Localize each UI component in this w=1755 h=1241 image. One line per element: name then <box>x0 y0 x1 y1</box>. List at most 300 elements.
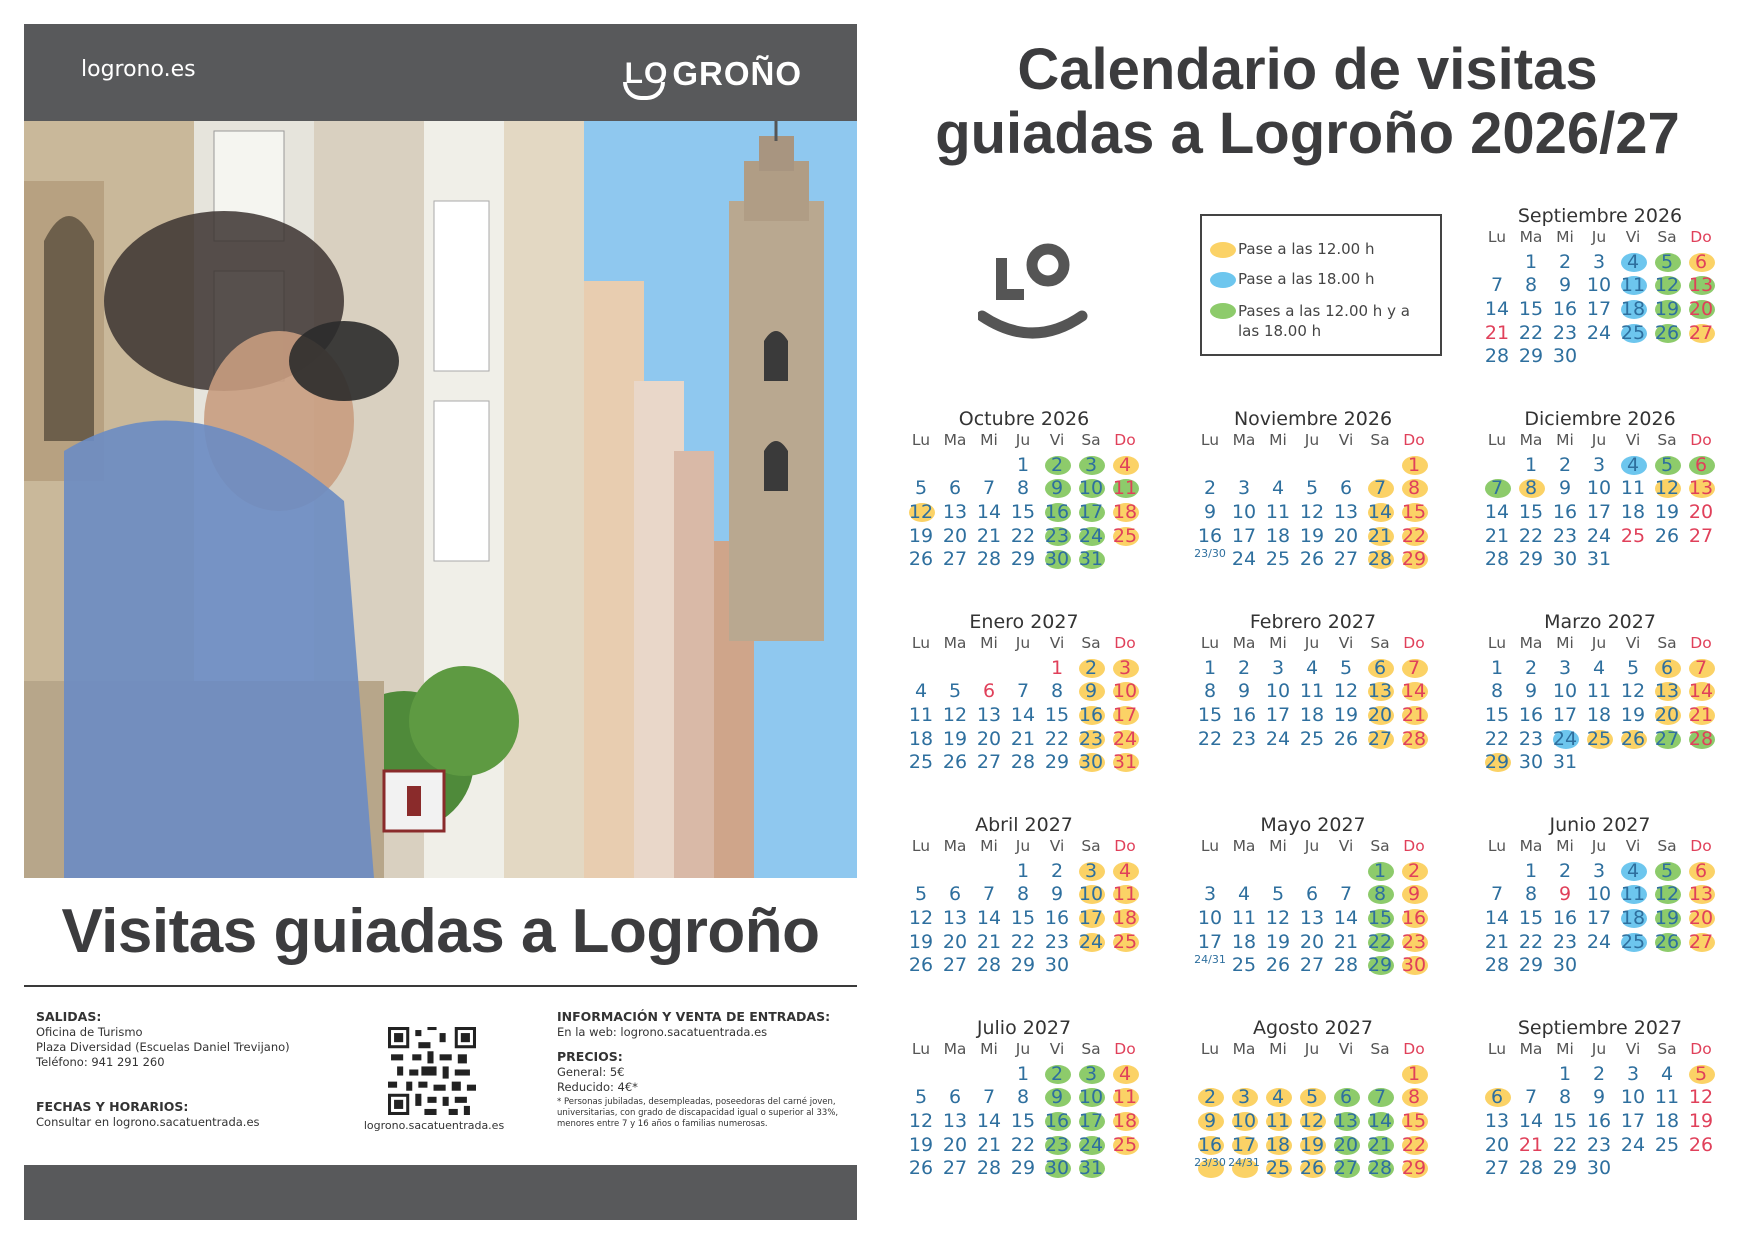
day-cell: 10 <box>1197 907 1223 930</box>
day-cell: 4 <box>1660 1062 1674 1085</box>
day-cell: 9 <box>1050 883 1064 906</box>
day-cell: 23 <box>1552 321 1578 344</box>
day-cell: 12 <box>1620 680 1646 703</box>
day-cell: 9 <box>1397 883 1431 907</box>
legend-label: Pase a las 18.00 h <box>1238 270 1375 288</box>
day-cell: 25 <box>1265 548 1291 571</box>
day-cell: 2 <box>1040 1063 1074 1087</box>
yellow-dot-icon <box>1210 242 1236 258</box>
day-cell: 22 <box>1518 930 1544 953</box>
day-cell: 8 <box>1016 477 1030 500</box>
day-cell: 4 <box>1108 454 1142 478</box>
day-cell: 11 <box>908 704 934 727</box>
day-cell: 8 <box>1524 274 1538 297</box>
empty-cell <box>1480 454 1514 478</box>
day-cell: 14 <box>1518 1110 1544 1133</box>
day-cell: 3 <box>1074 454 1108 478</box>
day-cell: 19 <box>908 524 934 547</box>
day-cell: 4 <box>1616 251 1650 275</box>
empty-cell <box>1261 1063 1295 1087</box>
month-calendar <box>1193 814 1433 978</box>
day-cell: 19 <box>1654 501 1680 524</box>
precio-general: General: 5€ <box>557 1065 625 1079</box>
month-grid <box>1480 836 1720 978</box>
day-cell: 4 <box>1271 477 1285 500</box>
day-cell: 20 <box>1650 704 1684 728</box>
day-cell: 7 <box>1016 680 1030 703</box>
day-cell: 23 <box>1586 1133 1612 1156</box>
day-cell: 22 <box>1484 727 1510 750</box>
day-cell: 10 <box>1231 501 1257 524</box>
day-cell: 23/30 <box>1194 547 1226 561</box>
day-cell: 20 <box>1484 1133 1510 1156</box>
footer-bar <box>24 1165 857 1220</box>
salidas-block <box>36 1009 336 1070</box>
weekday-header: Vi <box>1338 1040 1354 1058</box>
day-cell: 23 <box>1040 525 1074 549</box>
weekday-header: Ma <box>943 634 967 652</box>
day-cell: 21 <box>976 930 1002 953</box>
weekday-header: Mi <box>980 634 998 652</box>
day-cell: 27 <box>1650 728 1684 752</box>
day-cell: 27 <box>1684 322 1718 346</box>
day-cell: 16 <box>1074 704 1108 728</box>
day-cell: 28 <box>976 548 1002 571</box>
day-cell: 1 <box>1203 656 1217 679</box>
precios-block <box>557 1049 847 1130</box>
day-cell: 14 <box>1484 298 1510 321</box>
day-cell: 11 <box>1261 1110 1295 1134</box>
day-cell: 21 <box>1518 1133 1544 1156</box>
day-cell: 15 <box>1044 704 1070 727</box>
day-cell: 21 <box>976 524 1002 547</box>
day-cell: 7 <box>982 883 996 906</box>
weekday-header: Ma <box>943 1040 967 1058</box>
weekday-header: Ma <box>1232 431 1256 449</box>
day-cell: 15 <box>1363 907 1397 931</box>
day-cell: 29 <box>1397 1157 1431 1181</box>
day-cell: 4 <box>914 680 928 703</box>
weekday-header: Ju <box>1304 1040 1320 1058</box>
divider <box>24 985 857 987</box>
day-cell: 19 <box>1650 298 1684 322</box>
day-cell: 21 <box>1484 930 1510 953</box>
weekday-header: Sa <box>1081 634 1101 652</box>
day-cell: 12 <box>1650 274 1684 298</box>
day-cell: 9 <box>1040 477 1074 501</box>
day-cell: 17 <box>1074 907 1108 931</box>
day-cell: 5 <box>1271 883 1285 906</box>
day-cell: 10 <box>1586 274 1612 297</box>
day-cell: 10 <box>1552 680 1578 703</box>
weekday-header: Ma <box>1519 228 1543 246</box>
day-cell: 1 <box>1363 860 1397 884</box>
day-cell: 29 <box>1010 954 1036 977</box>
weekday-header: Lu <box>1487 837 1507 855</box>
day-cell: 15 <box>1010 1110 1036 1133</box>
day-cell: 16 <box>1231 704 1257 727</box>
weekday-header: Sa <box>1081 837 1101 855</box>
day-cell: 30 <box>1552 548 1578 571</box>
weekday-header: Ju <box>1304 837 1320 855</box>
weekday-header: Do <box>1690 634 1712 652</box>
day-cell: 14 <box>976 907 1002 930</box>
weekday-header: Lu <box>1200 431 1220 449</box>
weekday-header: Vi <box>1625 634 1641 652</box>
month-name: Septiembre 2026 <box>1517 205 1683 227</box>
day-cell: 7 <box>1363 477 1397 501</box>
weekday-header: Mi <box>1269 634 1287 652</box>
weekday-header: Sa <box>1370 837 1390 855</box>
weekday-header: Sa <box>1370 634 1390 652</box>
day-cell: 15 <box>1397 501 1431 525</box>
weekday-header: Do <box>1690 431 1712 449</box>
day-cell: 3 <box>1227 1086 1261 1110</box>
day-cell: 2 <box>1397 860 1431 884</box>
day-cell: 20 <box>1329 1134 1363 1158</box>
day-cell: 10 <box>1227 1110 1261 1134</box>
day-cell: 27 <box>1299 954 1325 977</box>
day-cell: 28 <box>1363 548 1397 572</box>
empty-cell <box>972 454 1006 478</box>
day-cell: 22 <box>1197 727 1223 750</box>
empty-cell <box>972 1063 1006 1087</box>
weekday-header: Ma <box>1232 837 1256 855</box>
weekday-header: Do <box>1114 1040 1136 1058</box>
day-cell: 19 <box>1299 524 1325 547</box>
day-cell: 17 <box>1197 930 1223 953</box>
day-cell: 3 <box>1626 1062 1640 1085</box>
day-cell: 24/31 <box>1227 1157 1261 1181</box>
day-cell: 28 <box>1010 751 1036 774</box>
day-cell: 5 <box>914 883 928 906</box>
empty-cell <box>1329 860 1363 884</box>
day-cell: 1 <box>1016 453 1030 476</box>
day-cell: 11 <box>1616 883 1650 907</box>
poster-left <box>24 24 857 1220</box>
weekday-header: Mi <box>980 1040 998 1058</box>
day-cell: 26 <box>1650 322 1684 346</box>
day-cell: 26 <box>908 1157 934 1180</box>
day-cell: 1 <box>1397 1063 1431 1087</box>
month-name: Junio 2027 <box>1549 814 1651 836</box>
day-cell: 20 <box>1684 298 1718 322</box>
empty-cell <box>972 657 1006 681</box>
day-cell: 16 <box>1040 1110 1074 1134</box>
day-cell: 17 <box>1108 704 1142 728</box>
day-cell: 8 <box>1397 1086 1431 1110</box>
day-cell: 30 <box>1586 1157 1612 1180</box>
day-cell: 27 <box>1363 728 1397 752</box>
day-cell: 6 <box>1363 657 1397 681</box>
weekday-header: Sa <box>1657 837 1677 855</box>
day-cell: 18 <box>1654 1110 1680 1133</box>
empty-cell <box>904 454 938 478</box>
day-cell: 28 <box>976 1157 1002 1180</box>
day-cell: 24 <box>1231 548 1257 571</box>
day-cell: 11 <box>1108 1086 1142 1110</box>
day-cell: 22 <box>1044 727 1070 750</box>
weekday-header: Mi <box>1269 431 1287 449</box>
day-cell: 31 <box>1074 1157 1108 1181</box>
day-cell: 20 <box>1333 524 1359 547</box>
day-cell: 19 <box>1620 704 1646 727</box>
day-cell: 4 <box>1261 1086 1295 1110</box>
day-cell: 28 <box>1397 728 1431 752</box>
site-url[interactable]: logrono.es <box>81 57 196 82</box>
day-cell: 5 <box>1650 251 1684 275</box>
day-cell: 7 <box>982 477 996 500</box>
day-cell: 1 <box>1524 453 1538 476</box>
day-cell: 22 <box>1010 1133 1036 1156</box>
weekday-header: Mi <box>1556 1040 1574 1058</box>
smile-icon <box>623 82 665 100</box>
day-cell: 31 <box>1074 548 1108 572</box>
day-cell: 6 <box>1480 1086 1514 1110</box>
day-cell: 24 <box>1548 728 1582 752</box>
day-cell: 9 <box>1592 1086 1606 1109</box>
weekday-header: Vi <box>1049 634 1065 652</box>
empty-cell <box>1480 860 1514 884</box>
calendar-title <box>860 38 1755 166</box>
weekday-header: Ju <box>1015 837 1031 855</box>
day-cell: 2 <box>1193 1086 1227 1110</box>
brand-name: GROÑO <box>672 55 802 92</box>
day-cell: 23 <box>1231 727 1257 750</box>
weekday-header: Vi <box>1625 228 1641 246</box>
day-cell: 2 <box>1203 477 1217 500</box>
day-cell: 19 <box>1295 1134 1329 1158</box>
day-cell: 29 <box>1397 548 1431 572</box>
month-name: Octubre 2026 <box>958 408 1090 430</box>
weekday-header: Lu <box>911 634 931 652</box>
day-cell: 16 <box>1552 298 1578 321</box>
day-cell: 3 <box>1203 883 1217 906</box>
month-calendar <box>1480 1017 1720 1181</box>
day-cell: 18 <box>1616 907 1650 931</box>
day-cell: 10 <box>1620 1086 1646 1109</box>
day-cell: 3 <box>1592 250 1606 273</box>
day-cell: 6 <box>1684 860 1718 884</box>
day-cell: 13 <box>1299 907 1325 930</box>
day-cell: 11 <box>1108 883 1142 907</box>
month-name: Agosto 2027 <box>1252 1017 1374 1039</box>
weekday-header: Ma <box>1232 1040 1256 1058</box>
day-cell: 28 <box>1484 954 1510 977</box>
day-cell: 5 <box>1650 454 1684 478</box>
day-cell: 13 <box>1684 477 1718 501</box>
day-cell: 3 <box>1074 1063 1108 1087</box>
day-cell: 6 <box>1339 477 1353 500</box>
empty-cell <box>938 860 972 884</box>
day-cell: 10 <box>1074 883 1108 907</box>
day-cell: 13 <box>976 704 1002 727</box>
day-cell: 21 <box>976 1133 1002 1156</box>
weekday-header: Vi <box>1625 1040 1641 1058</box>
qr-code-icon[interactable] <box>388 1027 476 1115</box>
day-cell: 10 <box>1074 477 1108 501</box>
day-cell: 8 <box>1397 477 1431 501</box>
day-cell: 10 <box>1586 883 1612 906</box>
day-cell: 23 <box>1397 931 1431 955</box>
day-cell: 23 <box>1518 727 1544 750</box>
day-cell: 25 <box>1616 931 1650 955</box>
day-cell: 20 <box>1684 907 1718 931</box>
weekday-header: Do <box>1403 634 1425 652</box>
empty-cell <box>1514 1063 1548 1087</box>
weekday-header: Sa <box>1370 1040 1390 1058</box>
day-cell: 1 <box>1016 859 1030 882</box>
day-cell: 26 <box>1654 524 1680 547</box>
month-calendar <box>1480 814 1720 978</box>
day-cell: 7 <box>1397 657 1431 681</box>
day-cell: 6 <box>1650 657 1684 681</box>
weekday-header: Sa <box>1657 431 1677 449</box>
day-cell: 26 <box>1299 548 1325 571</box>
lo-logo-icon <box>978 232 1088 342</box>
fechas-heading: FECHAS Y HORARIOS: <box>36 1099 189 1114</box>
day-cell: 18 <box>1231 930 1257 953</box>
month-name: Noviembre 2026 <box>1233 408 1393 430</box>
day-cell: 4 <box>1616 454 1650 478</box>
day-cell: 3 <box>1592 453 1606 476</box>
day-cell: 24 <box>1265 727 1291 750</box>
day-cell: 16 <box>1518 704 1544 727</box>
legend-item-yellow <box>1238 240 1375 258</box>
day-cell: 4 <box>1237 883 1251 906</box>
day-cell: 23/30 <box>1193 1157 1227 1181</box>
weekday-header: Sa <box>1657 1040 1677 1058</box>
day-cell: 11 <box>1265 501 1291 524</box>
month-grid <box>904 430 1144 572</box>
day-cell: 26 <box>942 751 968 774</box>
weekday-header: Do <box>1114 431 1136 449</box>
day-cell: 9 <box>1040 1086 1074 1110</box>
month-calendar <box>904 1017 1144 1181</box>
day-cell: 17 <box>1620 1110 1646 1133</box>
day-cell: 30 <box>1040 1157 1074 1181</box>
blue-dot-icon <box>1210 272 1236 288</box>
day-cell: 22 <box>1397 1134 1431 1158</box>
day-cell: 11 <box>1586 680 1612 703</box>
day-cell: 4 <box>1108 1063 1142 1087</box>
month-calendar <box>1193 611 1433 751</box>
day-cell: 29 <box>1010 548 1036 571</box>
day-cell: 13 <box>1333 501 1359 524</box>
empty-cell <box>938 657 972 681</box>
day-cell: 13 <box>1684 883 1718 907</box>
day-cell: 26 <box>908 954 934 977</box>
day-cell: 21 <box>1484 524 1510 547</box>
day-cell: 9 <box>1237 680 1251 703</box>
day-cell: 2 <box>1592 1062 1606 1085</box>
qr-caption[interactable]: logrono.sacatuentrada.es <box>363 1119 505 1132</box>
day-cell: 19 <box>1333 704 1359 727</box>
month-name: Diciembre 2026 <box>1524 408 1676 430</box>
day-cell: 2 <box>1558 859 1572 882</box>
day-cell: 30 <box>1044 954 1070 977</box>
day-cell: 12 <box>1333 680 1359 703</box>
empty-cell <box>938 454 972 478</box>
empty-cell <box>1193 454 1227 478</box>
day-cell: 7 <box>1524 1086 1538 1109</box>
street-photo-illustration <box>24 121 857 878</box>
day-cell: 17 <box>1265 704 1291 727</box>
day-cell: 12 <box>942 704 968 727</box>
green-dot-icon <box>1210 303 1236 319</box>
weekday-header: Vi <box>1625 837 1641 855</box>
day-cell: 20 <box>942 930 968 953</box>
day-cell: 23 <box>1552 524 1578 547</box>
day-cell: 14 <box>976 1110 1002 1133</box>
day-cell: 4 <box>1108 860 1142 884</box>
day-cell: 17 <box>1074 501 1108 525</box>
weekday-header: Ju <box>1591 634 1607 652</box>
month-name: Mayo 2027 <box>1260 814 1366 836</box>
weekday-header: Lu <box>1487 634 1507 652</box>
day-cell: 5 <box>1339 656 1353 679</box>
day-cell: 22 <box>1518 321 1544 344</box>
day-cell: 29 <box>1480 751 1514 775</box>
day-cell: 22 <box>1552 1133 1578 1156</box>
empty-cell <box>1227 1063 1261 1087</box>
day-cell: 18 <box>1299 704 1325 727</box>
month-grid <box>1480 1039 1720 1181</box>
day-cell: 1 <box>1558 1062 1572 1085</box>
day-cell: 21 <box>1010 727 1036 750</box>
day-cell: 27 <box>1688 524 1714 547</box>
day-cell: 16 <box>1040 501 1074 525</box>
day-cell: 8 <box>1016 883 1030 906</box>
day-cell: 14 <box>1363 501 1397 525</box>
empty-cell <box>1006 657 1040 681</box>
weekday-header: Vi <box>1338 837 1354 855</box>
day-cell: 13 <box>1684 274 1718 298</box>
day-cell: 16 <box>1044 907 1070 930</box>
day-cell: 18 <box>1586 704 1612 727</box>
weekday-header: Ju <box>1591 228 1607 246</box>
day-cell: 5 <box>914 477 928 500</box>
day-cell: 28 <box>1363 1157 1397 1181</box>
day-cell: 3 <box>1558 656 1572 679</box>
venta-block <box>557 1009 847 1040</box>
day-cell: 28 <box>976 954 1002 977</box>
day-cell: 8 <box>1558 1086 1572 1109</box>
day-cell: 14 <box>1010 704 1036 727</box>
weekday-header: Sa <box>1370 431 1390 449</box>
day-cell: 23 <box>1044 930 1070 953</box>
day-cell: 24/31 <box>1194 953 1226 967</box>
weekday-header: Do <box>1114 837 1136 855</box>
day-cell: 10 <box>1586 477 1612 500</box>
day-cell: 12 <box>1650 883 1684 907</box>
day-cell: 13 <box>942 501 968 524</box>
weekday-header: Mi <box>1556 837 1574 855</box>
weekday-header: Vi <box>1625 431 1641 449</box>
weekday-header: Vi <box>1049 431 1065 449</box>
month-calendar <box>1193 1017 1433 1181</box>
day-cell: 29 <box>1044 751 1070 774</box>
day-cell: 10 <box>1108 680 1142 704</box>
day-cell: 14 <box>1397 680 1431 704</box>
day-cell: 25 <box>1261 1157 1295 1181</box>
day-cell: 16 <box>1397 907 1431 931</box>
day-cell: 25 <box>1616 322 1650 346</box>
day-cell: 18 <box>908 727 934 750</box>
day-cell: 31 <box>1586 548 1612 571</box>
day-cell: 15 <box>1484 704 1510 727</box>
day-cell: 25 <box>1582 728 1616 752</box>
